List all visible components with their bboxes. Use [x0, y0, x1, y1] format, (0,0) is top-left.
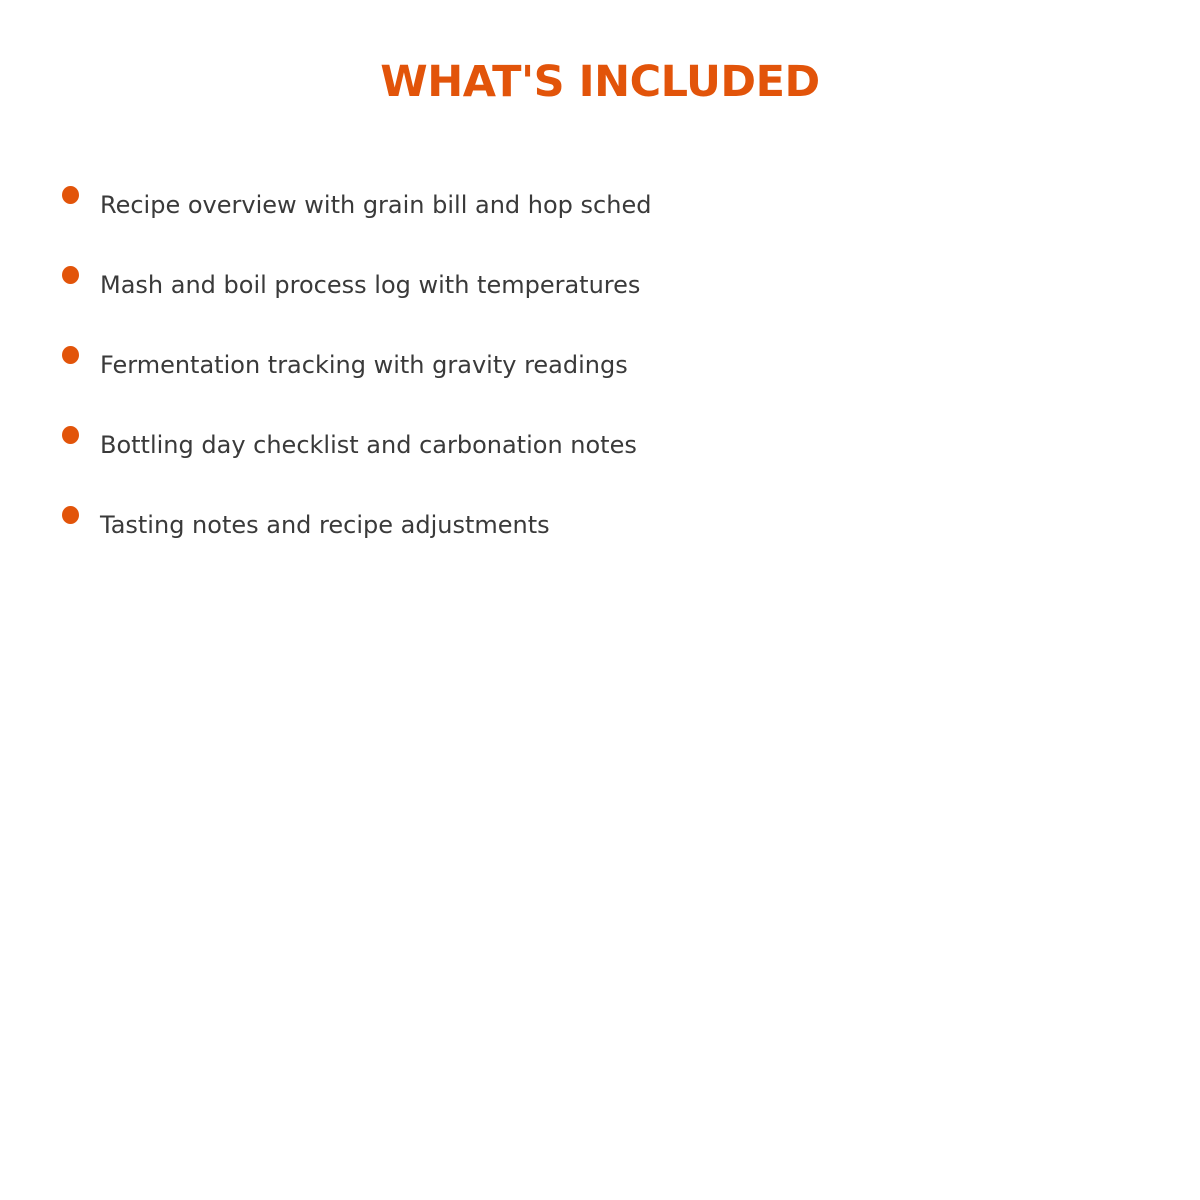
list-item-text: Tasting notes and recipe adjustments — [100, 511, 550, 539]
list-item — [62, 510, 651, 540]
list-item — [62, 270, 651, 300]
list-item-text: Fermentation tracking with gravity readings — [100, 351, 628, 379]
bullet-icon — [62, 266, 79, 284]
list-item — [62, 430, 651, 460]
list-item-text: Recipe overview with grain bill and hop sched — [100, 191, 652, 219]
page-title: WHAT'S INCLUDED — [380, 57, 820, 107]
bullet-icon — [62, 426, 79, 444]
list-item — [62, 350, 651, 380]
list-item-text: Mash and boil process log with temperatures — [100, 271, 641, 299]
bullet-icon — [62, 346, 79, 364]
bullet-icon — [62, 506, 79, 524]
list-item — [62, 190, 651, 220]
list-item-text: Bottling day checklist and carbonation notes — [100, 431, 637, 459]
included-list — [62, 190, 651, 590]
bullet-icon — [62, 186, 79, 204]
